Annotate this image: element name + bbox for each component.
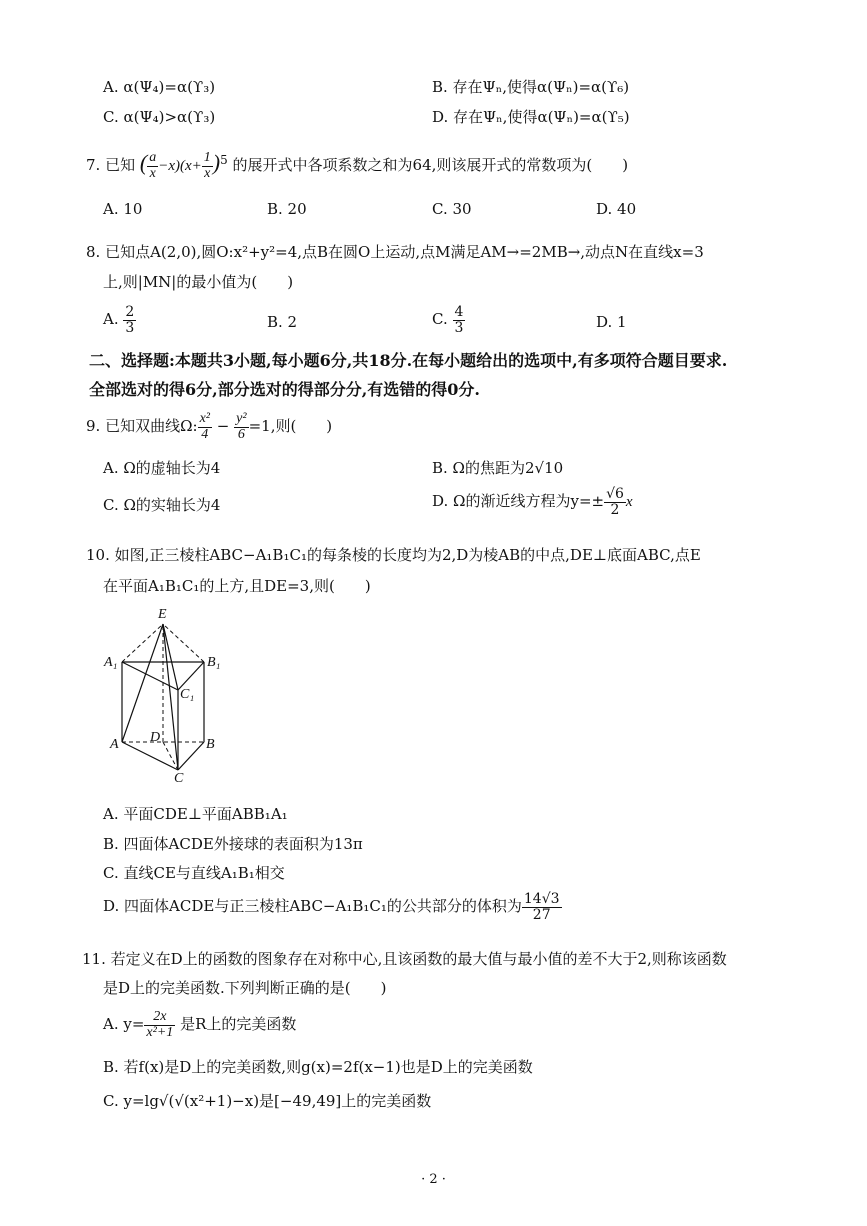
q6-option-b: B. 存在Ψₙ,使得α(Ψₙ)=α(ϒ₆) <box>432 78 630 96</box>
q8-option-b: B. 2 <box>267 313 298 331</box>
q6-option-d: D. 存在Ψₙ,使得α(Ψₙ)=α(ϒ₅) <box>432 108 630 126</box>
q9-option-b: B. Ω的焦距为2√10 <box>432 459 564 477</box>
label-e: E <box>158 607 167 622</box>
label-d: D <box>150 730 161 745</box>
question-lead: 已知双曲线Ω: <box>105 417 198 436</box>
fraction: $\frac{2x}{\text{x²+1}}$ <box>146 1009 174 1040</box>
q8-option-c: C. $\frac{4}{3}$ <box>432 304 464 336</box>
label-b: B <box>206 737 215 752</box>
label-a: A <box>110 737 119 752</box>
question-number: 7. <box>86 156 101 174</box>
q11-option-c: C. y=lg√(√(x²+1)−x)是[−49,49]上的完美函数 <box>103 1092 432 1110</box>
edge-b1e <box>163 624 204 662</box>
question-10-line2: 在平面A₁B₁C₁的上方,且DE=3,则( ) <box>103 577 371 595</box>
fraction: $\frac{a}{x}$ <box>149 149 157 181</box>
expression: −x)(x+ <box>158 158 202 174</box>
q7-option-b: B. 20 <box>267 200 307 218</box>
edge-e-c1 <box>163 624 178 690</box>
q7-option-d: D. 40 <box>596 200 637 218</box>
edge-ac <box>122 742 178 770</box>
question-number: 11. <box>82 950 106 968</box>
q11-option-a: A. y= $\frac{2x}{\text{x²+1}}$ 是R上的完美函数 <box>103 1009 297 1040</box>
question-9-stem: 9. 已知双曲线Ω: $\frac{\text{x²}}{4}$ − $\frac{\text{y²}}{6}$ =1,则( ) <box>86 411 333 442</box>
fraction: $\frac{√6}{2}$ <box>606 486 624 518</box>
edge-ce <box>163 624 178 770</box>
question-lead: 已知 <box>105 156 136 174</box>
label-c1: C₁ <box>180 687 195 702</box>
edge-ae <box>122 624 163 742</box>
label-c: C <box>174 771 184 784</box>
question-text: 若定义在D上的函数的图象存在对称中心,且该函数的最大值与最小值的差不大于2,则称该函数 <box>110 950 727 968</box>
section-heading-line2: 全部选对的得6分,部分选对的得部分分,有选错的得0分. <box>89 380 480 399</box>
fraction: $\frac{\text{x²}}{4}$ <box>199 411 211 442</box>
q6-option-a: A. α(Ψ₄)=α(ϒ₃) <box>103 78 216 96</box>
fraction: $\frac{\text{y²}}{6}$ <box>236 411 247 442</box>
question-number: 10. <box>86 546 110 564</box>
question-8-line2: 上,则|MN|的最小值为( ) <box>103 273 294 291</box>
question-number: 8. <box>86 243 101 261</box>
question-7-stem: 7. 已知 ( $\frac{a}{x}$ −x)(x+ $\frac{1}{x}$ )$^5$ 的展开式中各项系数之和为64,则该展开式的常数项为( ) <box>86 149 629 181</box>
prism-figure <box>100 604 240 784</box>
fraction: $\frac{1}{x}$ <box>203 149 211 181</box>
question-11-line1 <box>82 950 727 968</box>
exponent: 5 <box>220 153 228 167</box>
q10-option-a: A. 平面CDE⊥平面ABB₁A₁ <box>103 805 288 823</box>
q10-option-d: D. 四面体ACDE与正三棱柱ABC−A₁B₁C₁的公共部分的体积为 $\frac{14√3}{27}$ <box>103 891 560 923</box>
q7-option-a: A. 10 <box>103 200 143 218</box>
question-10-line1 <box>86 546 701 564</box>
label-a1: A₁ <box>104 655 118 670</box>
q9-option-d: D. Ω的渐近线方程为y=± $\frac{√6}{2}$ x <box>432 486 633 518</box>
question-text: =1,则( ) <box>248 417 333 436</box>
question-8-line1 <box>86 243 704 261</box>
q10-option-c: C. 直线CE与直线A₁B₁相交 <box>103 864 285 882</box>
q8-option-d: D. 1 <box>596 313 627 331</box>
q9-option-a: A. Ω的虚轴长为4 <box>103 459 221 477</box>
edge-bc <box>178 742 204 770</box>
question-number: 9. <box>86 417 101 436</box>
q6-option-c: C. α(Ψ₄)>α(ϒ₃) <box>103 108 216 126</box>
label-b1: B₁ <box>207 655 221 670</box>
q7-option-c: C. 30 <box>432 200 472 218</box>
q9-option-c: C. Ω的实轴长为4 <box>103 496 221 514</box>
question-text: 已知点A(2,0),圆O:x²+y²=4,点B在圆O上运动,点M满足AM→=2MB→,动点N在直线x=3 <box>105 243 704 261</box>
edge-b1c1 <box>178 662 204 690</box>
question-text: 的展开式中各项系数之和为64,则该展开式的常数项为( ) <box>232 156 629 174</box>
fraction: $\frac{4}{3}$ <box>454 304 464 336</box>
page-number: · 2 · <box>421 1172 446 1187</box>
fraction: $\frac{14√3}{27}$ <box>523 891 560 923</box>
q11-option-b: B. 若f(x)是D上的完美函数,则g(x)=2f(x−1)也是D上的完美函数 <box>103 1058 533 1076</box>
q8-option-a: A. $\frac{2}{3}$ <box>103 304 135 336</box>
section-heading-line1: 二、选择题:本题共3小题,每小题6分,共18分.在每小题给出的选项中,有多项符合题目要求. <box>89 351 728 370</box>
q10-option-b: B. 四面体ACDE外接球的表面积为13π <box>103 835 363 853</box>
question-text: 如图,正三棱柱ABC−A₁B₁C₁的每条棱的长度均为2,D为棱AB的中点,DE⊥底面ABC,点E <box>114 546 701 564</box>
fraction: $\frac{2}{3}$ <box>125 304 135 336</box>
question-11-line2: 是D上的完美函数.下列判断正确的是( ) <box>103 979 387 997</box>
